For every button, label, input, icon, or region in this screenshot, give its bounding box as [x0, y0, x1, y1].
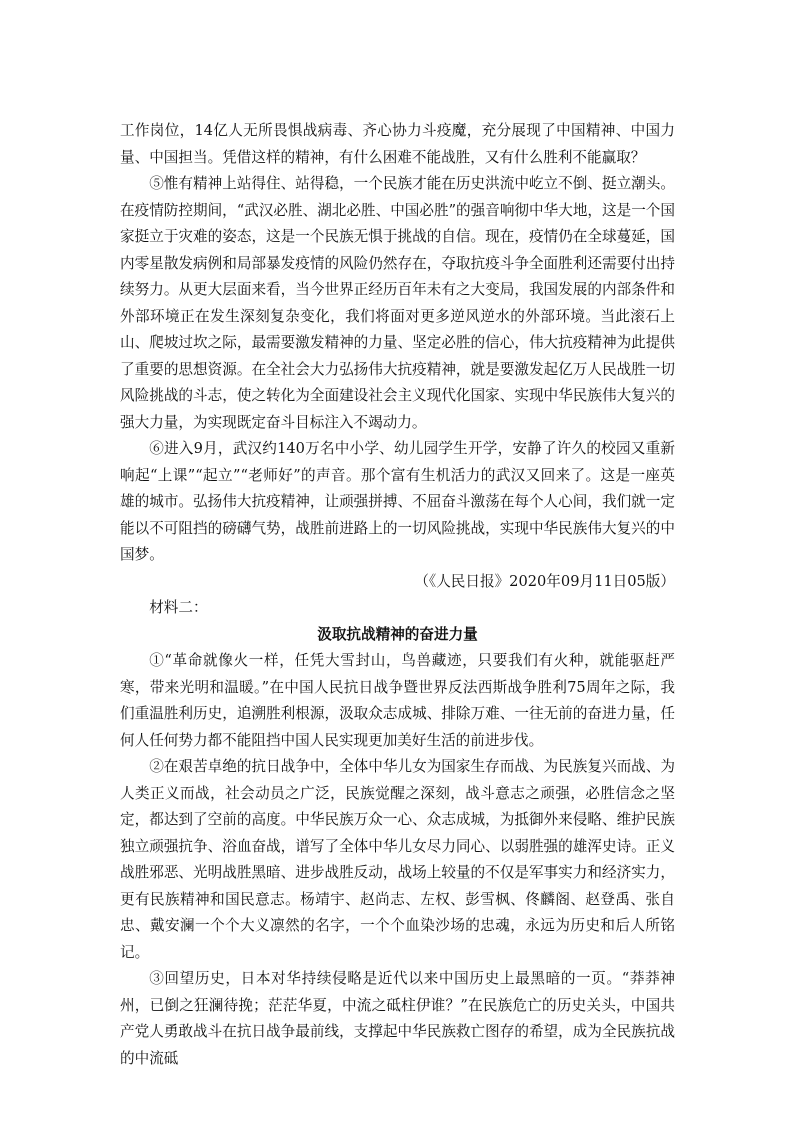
m2-paragraph-2: ②在艰苦卓绝的抗日战争中，全体中华儿女为国家生存而战、为民族复兴而战、为人类正义而战，社会动员之广泛，民族觉醒之深刻，战斗意志之顽强，必胜信念之坚定，都达到了空前的高度。中华民族万众一心、众志成城，为抵御外来侵略、维护民族独立顽强抗争、浴血奋战，谱写了全体中华儿女尽力同心、以弱胜强的雄浑史诗。正义战胜邪恶、光明战胜黑暗、进步战胜反动，战场上较量的不仅是军事实力和经济实力，更有民族精神和国民意志。杨靖宇、赵尚志、左权、彭雪枫、佟麟阁、赵登禹、张自忠、戴安澜一个个大义凛然的名字，一个个血染沙场的忠魂，永远为历史和后人所铭记。: [120, 758, 675, 961]
material-2-title: 汲取抗战精神的奋进力量: [317, 625, 478, 643]
paragraph-6: ⑥进入9月，武汉约140万名中小学、幼儿园学生开学，安静了许久的校园又重新响起“上课”“起立”“老师好”的声音。那个富有生机活力的武汉又回来了。这是一座英雄的城市。弘扬伟大抗疫精神，让顽强拼搏、不屈奋斗激荡在每个人心间，我们就一定能以不可阻挡的磅礴气势，战胜前进路上的一切风险挑战，实现中华民族伟大复兴的中国梦。: [120, 440, 675, 563]
continued-paragraph: 工作岗位，14亿人无所畏惧战病毒、齐心协力斗疫魔，充分展现了中国精神、中国力量、中国担当。凭借这样的精神，有什么困难不能战胜，又有什么胜利不能赢取？: [120, 122, 675, 166]
document-body: [120, 118, 675, 1072]
paragraph-5: ⑤惟有精神上站得住、站得稳，一个民族才能在历史洪流中屹立不倒、挺立潮头。在疫情防控期间，“武汉必胜、湖北必胜、中国必胜”的强音响彻中华大地，这是一个国家挺立于灾难的姿态，这是一个民族无惧于挑战的自信。现在，疫情仍在全球蔓延，国内零星散发病例和局部暴发疫情的风险仍然存在，夺取抗疫斗争全面胜利还需要付出持续努力。从更大层面来看，当今世界正经历百年未有之大变局，我国发展的内部条件和外部环境正在发生深刻复杂变化，我们将面对更多逆风逆水的外部环境。当此滚石上山、爬坡过坎之际，最需要激发精神的力量、坚定必胜的信心，伟大抗疫精神为此提供了重要的思想资源。在全社会大力弘扬伟大抗疫精神，就是要激发起亿万人民战胜一切风险挑战的斗志，使之转化为全面建设社会主义现代化国家、实现中华民族伟大复兴的强大力量，为实现既定奋斗目标注入不竭动力。: [120, 175, 675, 431]
m2-paragraph-3: ③回望历史，日本对华持续侵略是近代以来中国历史上最黑暗的一页。“莽莽神州，已倒之狂澜待挽；茫茫华夏，中流之砥柱伊谁？”在民族危亡的历史关头，中国共产党人勇敢战斗在抗日战争最前线，支撑起中华民族救亡图存的希望，成为全民族抗战的中流砥: [120, 970, 675, 1067]
material-2-label: 材料二：: [149, 599, 208, 616]
m2-paragraph-1: ①“革命就像火一样，任凭大雪封山，鸟兽藏迹，只要我们有火种，就能驱赶严寒，带来光明和温暖。”在中国人民抗日战争暨世界反法西斯战争胜利75周年之际，我们重温胜利历史，追溯胜利根源，汲取众志成城、排除万难、一往无前的奋进力量，任何人任何势力都不能阻挡中国人民实现更加美好生活的前进步伐。: [120, 652, 675, 749]
source-citation: （《人民日报》2020年09月11日05版）: [414, 572, 675, 590]
